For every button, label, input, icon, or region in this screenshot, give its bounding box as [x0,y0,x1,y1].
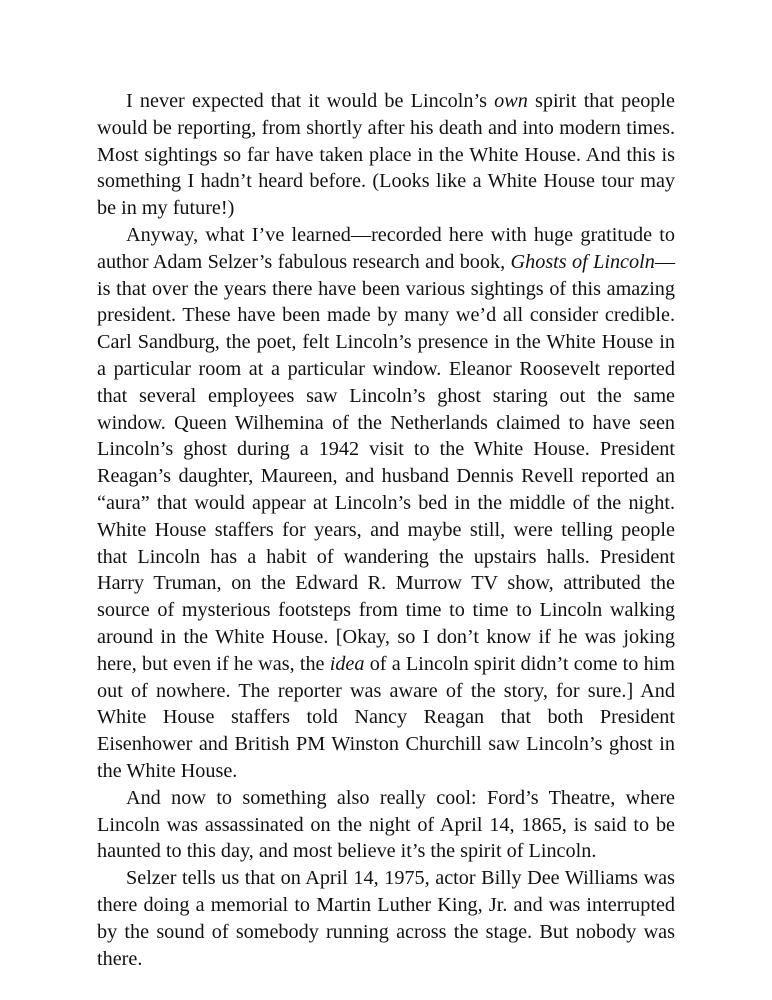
paragraph-2 [97,222,675,785]
italic-segment: own [494,90,528,112]
paragraph-1 [97,88,675,222]
text-segment: I never expected that it would be Lincoln’s [126,90,495,112]
book-page [97,88,675,972]
book-title-italic: Ghosts of Lincoln [510,250,655,273]
text-segment: Selzer tells us that on April 14, 1975, actor Billy Dee Williams was there doing a memorial to Martin Luther King, Jr. and was interrupted by the sound of somebody running across the stage. But nobody was there. [97,867,675,970]
italic-segment: idea [329,652,365,675]
paragraph-3 [97,785,675,865]
text-segment: And now to something also really cool: Ford’s Theatre, where Lincoln was assassinated on the night of April 14, 1865, is said to be haunted to this day, and most believe it’s the spirit of Lincoln. [97,786,675,863]
text-segment: of a Lincoln spirit didn’t come to him out of nowhere. The reporter was aware of the story, for sure.] And White House staffers told Nancy Reagan that both President Eisenhower and British PM Winston Churchill saw Lincoln’s ghost in the White House. [97,652,675,782]
paragraph-4 [97,865,675,972]
text-segment: Anyway, what I’ve learned—recorded here with huge gratitude to author Adam Selzer’s fabulous research and book, [97,223,675,273]
text-segment: —is that over the years there have been various sightings of this amazing president. These have been made by many we’d all consider credible. Carl Sandburg, the poet, felt Lincoln’s presence in the White House in a particular room at a particular window. Eleanor Roosevelt reported that several employees saw Lincoln’s ghost staring out the same window. Queen Wilhemina of the Netherlands claimed to have seen Lincoln’s ghost during a 1942 visit to the White House. President Reagan’s daughter, Maureen, and husband Dennis Revell reported an “aura” that would appear at Lincoln’s bed in the middle of the night. White House staffers for years, and maybe still, were telling people that Lincoln has a habit of wandering the upstairs halls. President Harry Truman, on the Edward R. Murrow TV show, attributed the source of mysterious footsteps from time to time to Lincoln walking around in the White House. [Okay, so I don’t know if he was joking here, but even if he was, the [97,250,675,675]
text-segment: spirit that people would be reporting, from shortly after his death and into modern times. Most sightings so far have taken place in the White House. And this is something I hadn’t heard before. (Looks like a White House tour may be in my future!) [97,90,675,220]
